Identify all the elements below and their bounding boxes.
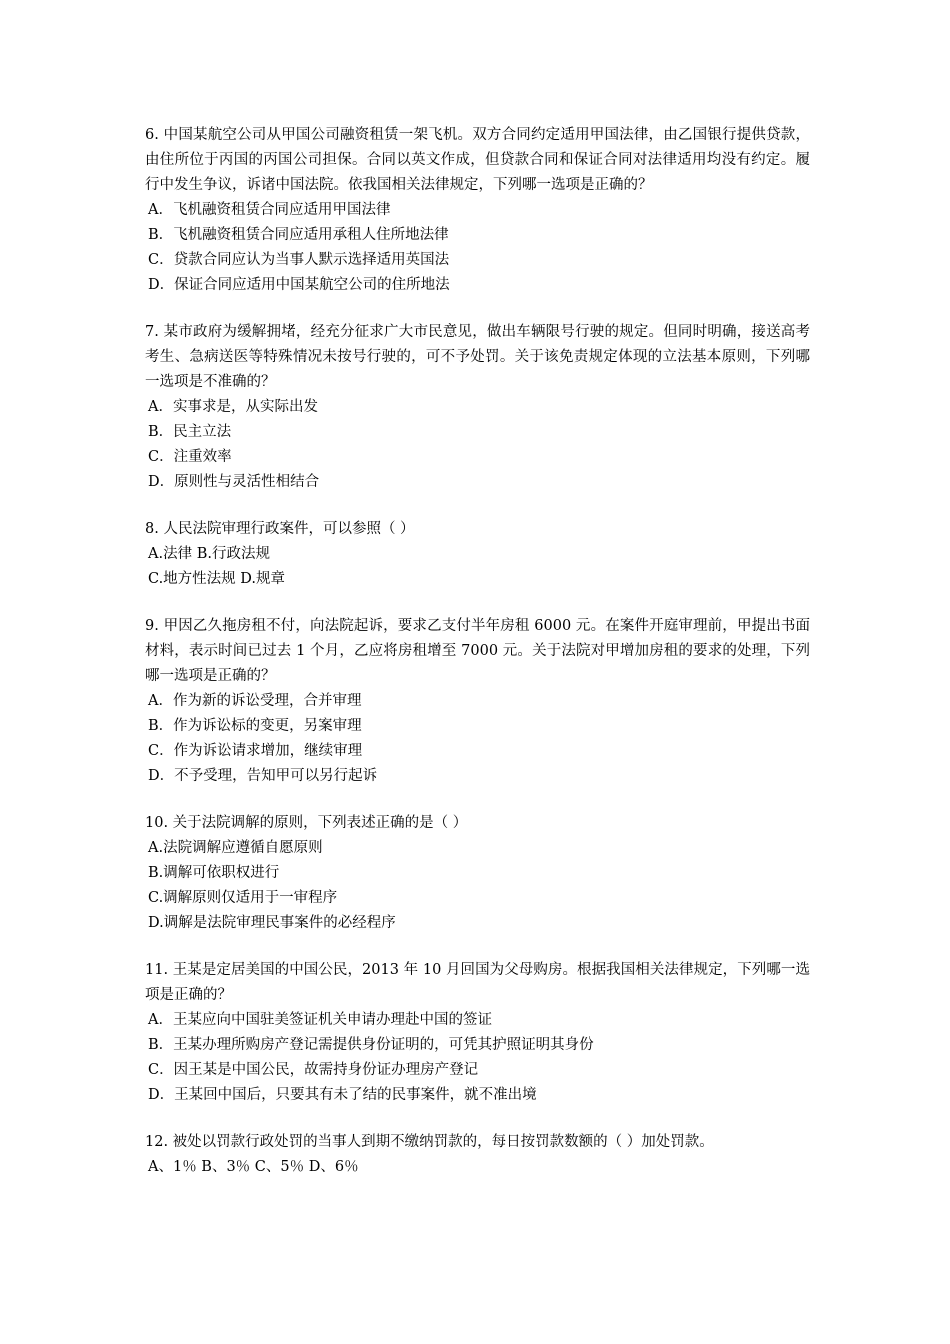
option-d: D.调解是法院审理民事案件的必经程序 [148, 915, 396, 931]
option-line-1: A、1％ B、3％ C、5％ D、6％ [148, 1159, 359, 1175]
question-stem: 6. 中国某航空公司从甲国公司融资租赁一架飞机。双方合同约定适用甲国法律，由乙国银行提供贷款，由住所位于丙国的丙国公司担保。合同以英文作成，但贷款合同和保证合同对法律适用均没有约定。履行中发生争议，诉诸中国法院。依我国相关法律规定，下列哪一选项是正确的？ [145, 127, 810, 193]
option-b: B．民主立法 [148, 424, 232, 440]
option-b: B．作为诉讼标的变更，另案审理 [148, 718, 362, 734]
option-b: B.调解可依职权进行 [148, 865, 280, 881]
option-d: D．保证合同应适用中国某航空公司的住所地法 [148, 277, 450, 293]
question-10 [145, 811, 810, 936]
option-c: C．作为诉讼请求增加，继续审理 [148, 743, 363, 759]
option-d: D．王某回中国后，只要其有未了结的民事案件，就不准出境 [148, 1087, 537, 1103]
question-stem: 12. 被处以罚款行政处罚的当事人到期不缴纳罚款的，每日按罚款数额的（ ）加处罚款。 [145, 1134, 714, 1150]
question-stem: 9. 甲因乙久拖房租不付，向法院起诉，要求乙支付半年房租 6000 元。在案件开庭审理前，甲提出书面材料，表示时间已过去 1 个月，乙应将房租增至 7000 元。关于法院对甲增加房租的要求的处理，下列哪一选项是正确的？ [145, 618, 810, 684]
question-6 [145, 123, 810, 298]
option-a: A.法院调解应遵循自愿原则 [148, 840, 323, 856]
question-stem: 11. 王某是定居美国的中国公民，2013 年 10 月回国为父母购房。根据我国相关法律规定，下列哪一选项是正确的？ [145, 962, 810, 1003]
option-line-2: C.地方性法规 D.规章 [148, 571, 286, 587]
question-stem: 10. 关于法院调解的原则，下列表述正确的是（ ） [145, 815, 468, 831]
option-b: B．王某办理所购房产登记需提供身份证明的，可凭其护照证明其身份 [148, 1037, 594, 1053]
question-7 [145, 320, 810, 495]
option-a: A．实事求是，从实际出发 [148, 399, 318, 415]
question-8 [145, 517, 810, 592]
document-page [145, 123, 810, 1202]
question-9 [145, 614, 810, 789]
option-c: C．注重效率 [148, 449, 232, 465]
question-11 [145, 958, 810, 1108]
option-a: A．飞机融资租赁合同应适用甲国法律 [148, 202, 391, 218]
question-stem: 7. 某市政府为缓解拥堵，经充分征求广大市民意见，做出车辆限号行驶的规定。但同时明确，接送高考考生、急病送医等特殊情况未按号行驶的，可不予处罚。关于该免责规定体现的立法基本原则，下列哪一选项是不准确的？ [145, 324, 810, 390]
option-b: B．飞机融资租赁合同应适用承租人住所地法律 [148, 227, 449, 243]
option-d: D．不予受理，告知甲可以另行起诉 [148, 768, 378, 784]
option-a: A．王某应向中国驻美签证机关申请办理赴中国的签证 [148, 1012, 492, 1028]
question-stem: 8. 人民法院审理行政案件，可以参照（ ） [145, 521, 415, 537]
option-c: C．贷款合同应认为当事人默示选择适用英国法 [148, 252, 450, 268]
question-12 [145, 1130, 810, 1180]
option-a: A．作为新的诉讼受理，合并审理 [148, 693, 362, 709]
option-line-1: A.法律 B.行政法规 [148, 546, 270, 562]
option-c: C．因王某是中国公民，故需持身份证办理房产登记 [148, 1062, 479, 1078]
option-c: C.调解原则仅适用于一审程序 [148, 890, 338, 906]
option-d: D．原则性与灵活性相结合 [148, 474, 320, 490]
